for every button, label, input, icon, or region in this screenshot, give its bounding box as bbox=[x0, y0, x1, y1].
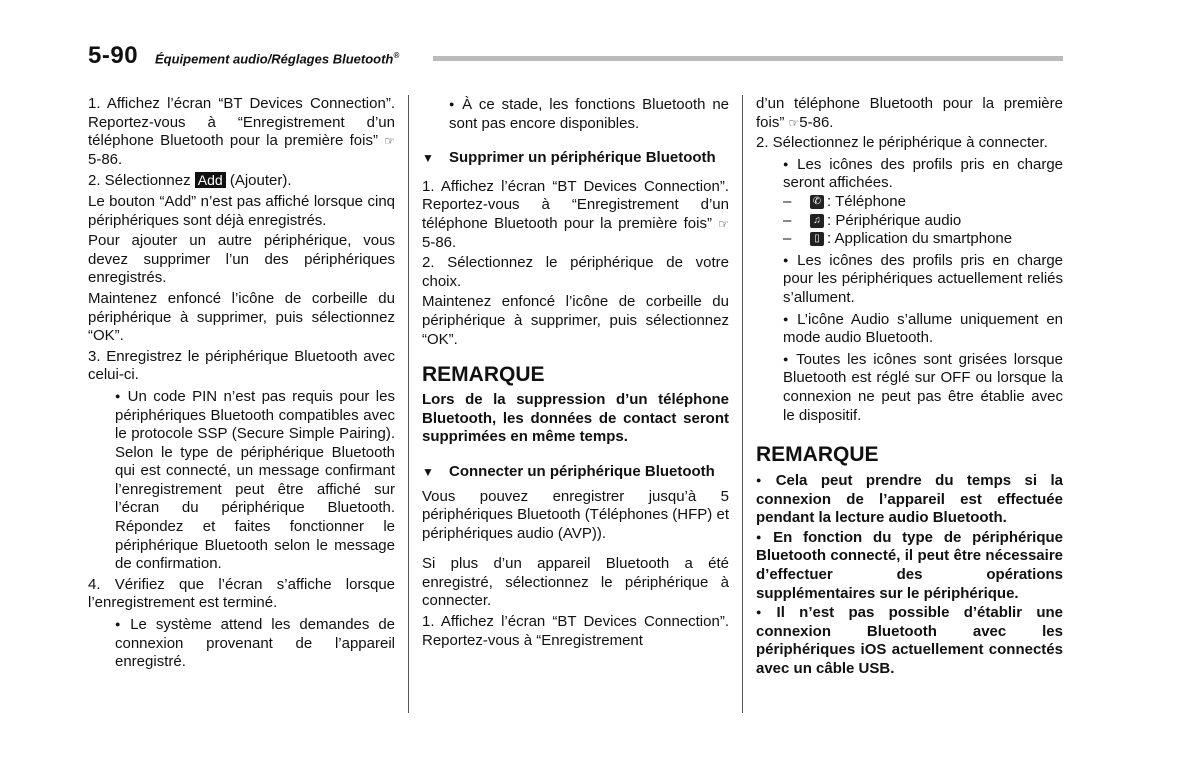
bullet-item: ● Toutes les icônes sont grisées lorsque Bluetooth est réglé sur OFF ou lorsque la connexion ne peut pas être établie avec le dispositif. bbox=[756, 350, 1063, 425]
column-2 bbox=[422, 95, 729, 650]
column-divider bbox=[742, 95, 743, 713]
bullet-item: ● L’icône Audio s’allume uniquement en mode audio Bluetooth. bbox=[756, 310, 1063, 348]
remarque-item: ● Il n’est pas possible d’établir une connexion Bluetooth avec les périphériques iOS actuellement connectés avec un câble USB. bbox=[756, 603, 1063, 678]
profile-phone bbox=[756, 193, 1063, 212]
add-button-label: Add bbox=[195, 172, 226, 188]
remarque-heading: REMARQUE bbox=[756, 443, 879, 467]
page-ref: 5-86. bbox=[799, 113, 834, 131]
step-2: 2. Sélectionnez le périphérique de votre choix. bbox=[422, 254, 729, 290]
column-divider bbox=[408, 95, 409, 713]
column-1 bbox=[88, 95, 395, 672]
remarque-text: Lors de la suppression d’un téléphone Bluetooth, les données de contact seront supprimées en même temps. bbox=[422, 391, 729, 446]
paragraph: Maintenez enfoncé l’icône de corbeille du périphérique à supprimer, puis sélectionnez “OK”. bbox=[422, 293, 729, 348]
header-rule bbox=[433, 56, 1063, 61]
registered-mark: ® bbox=[393, 51, 400, 60]
step-2-pre: 2. Sélectionnez bbox=[88, 172, 195, 190]
triangle-icon: ▼ bbox=[422, 464, 434, 479]
paragraph-text: d’un téléphone Bluetooth pour la première fois” bbox=[756, 95, 1063, 131]
phone-icon: ✆ bbox=[810, 195, 824, 209]
page-ref: 5-86. bbox=[88, 150, 123, 168]
bullet-item: ● Le système attend les demandes de connexion provenant de l’appareil enregistré. bbox=[88, 615, 395, 672]
subheading-delete-device bbox=[422, 149, 729, 168]
step-1: 1. Affichez l’écran “BT Devices Connection”. Reportez-vous à “Enregistrement bbox=[422, 613, 729, 649]
section-title-text: Équipement audio/Réglages Bluetooth bbox=[155, 51, 394, 67]
bullet-item: ● Les icônes des profils pris en charge pour les périphériques actuellement reliés s’allument. bbox=[756, 251, 1063, 308]
music-note-icon: ♫ bbox=[810, 214, 824, 228]
bullet-item: ● Les icônes des profils pris en charge seront affichées. bbox=[756, 155, 1063, 193]
paragraph: Vous pouvez enregistrer jusqu’à 5 périphériques Bluetooth (Téléphones (HFP) et périphériques audio (AVP)). bbox=[422, 487, 729, 542]
page-header bbox=[88, 42, 1063, 69]
profile-smartphone bbox=[756, 230, 1063, 249]
profile-label: : Application du smartphone bbox=[827, 230, 1013, 248]
paragraph: Si plus d’un appareil Bluetooth a été enregistré, sélectionnez le périphérique à connecter. bbox=[422, 555, 729, 610]
paragraph: Pour ajouter un autre périphérique, vous devez supprimer l’un des périphériques enregistrés. bbox=[88, 232, 395, 287]
paragraph: Maintenez enfoncé l’icône de corbeille du périphérique à supprimer, puis sélectionnez “OK”. bbox=[88, 289, 395, 345]
step-4: 4. Vérifiez que l’écran s’affiche lorsque l’enregistrement est terminé. bbox=[88, 575, 395, 612]
paragraph: Le bouton “Add” n’est pas affiché lorsque cinq périphériques sont déjà enregistrés. bbox=[88, 192, 395, 229]
dash: – bbox=[783, 192, 792, 210]
column-3 bbox=[756, 95, 1063, 679]
remarque-item: ● Cela peut prendre du temps si la connexion de l’appareil est effectuée pendant la lecture audio Bluetooth. bbox=[756, 471, 1063, 528]
remarque-item: ● En fonction du type de périphérique Bluetooth connecté, il peut être nécessaire d’effectuer des opérations supplémentaires sur le périphérique. bbox=[756, 528, 1063, 603]
step-1 bbox=[88, 95, 395, 169]
step-3: 3. Enregistrez le périphérique Bluetooth avec celui-ci. bbox=[88, 347, 395, 384]
step-2: 2. Sélectionnez le périphérique à connecter. bbox=[756, 134, 1048, 152]
remarque-heading: REMARQUE bbox=[422, 363, 545, 387]
dash: – bbox=[783, 230, 792, 248]
triangle-icon: ▼ bbox=[422, 151, 434, 166]
step-1-text: 1. Affichez l’écran “BT Devices Connection”. Reportez-vous à “Enregistrement d’un téléphone Bluetooth pour la première fois” bbox=[422, 177, 729, 232]
dash: – bbox=[783, 211, 792, 229]
bullet-item: ● Un code PIN n’est pas requis pour les périphériques Bluetooth compatibles avec le protocole SSP (Secure Simple Pairing). Selon le type de périphérique Bluetooth qui est connecté, un message confirmant l’enregistrement peut être affiché sur l’écran du périphérique Bluetooth. Répondez et faites fonctionner le périphérique Bluetooth selon le message de confirmation. bbox=[88, 387, 395, 574]
subheading-connect-device bbox=[422, 463, 729, 482]
page-ref-icon: ☞ bbox=[718, 216, 729, 231]
smartphone-icon: ▯ bbox=[810, 232, 824, 246]
page-ref-icon: ☞ bbox=[384, 134, 395, 149]
subheading-text: Connecter un périphérique Bluetooth bbox=[449, 462, 715, 480]
step-2-post: (Ajouter). bbox=[225, 172, 292, 190]
page-ref: 5-86. bbox=[422, 233, 457, 251]
page-ref-icon: ☞ bbox=[788, 115, 800, 130]
profile-label: : Téléphone bbox=[827, 192, 906, 210]
subheading-text: Supprimer un périphérique Bluetooth bbox=[449, 149, 716, 167]
profile-label: : Périphérique audio bbox=[827, 211, 962, 229]
step-2 bbox=[88, 171, 395, 191]
paragraph bbox=[756, 95, 1063, 132]
step-1 bbox=[422, 178, 729, 252]
step-1-text: 1. Affichez l’écran “BT Devices Connection”. Reportez-vous à “Enregistrement d’un téléphone Bluetooth pour la première fois” bbox=[88, 95, 395, 150]
page-number: 5-90 bbox=[88, 42, 139, 69]
profile-audio bbox=[756, 212, 1063, 231]
bullet-item: ● À ce stade, les fonctions Bluetooth ne sont pas encore disponibles. bbox=[422, 95, 729, 133]
section-title bbox=[155, 51, 399, 66]
